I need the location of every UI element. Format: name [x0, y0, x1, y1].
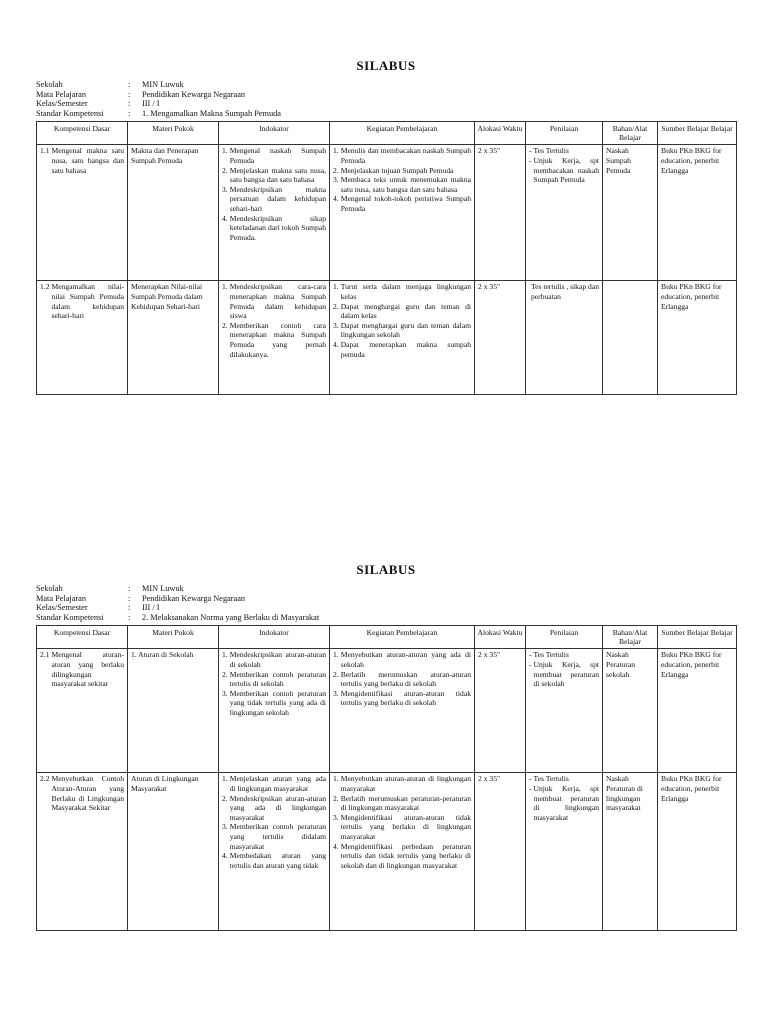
cell-alokasi: 2 x 35": [475, 281, 526, 395]
cell-kegiatan: [330, 649, 475, 773]
meta-value: 1. Mengamalkan Makna Sumpah Pemuda: [142, 108, 281, 118]
cell-alokasi: 2 x 35": [475, 773, 526, 931]
header-alokasi: Alokasi Waktu: [475, 626, 526, 649]
meta-colon: :: [128, 108, 131, 118]
meta-value: Pendidikan Kewarga Negaraan: [142, 593, 246, 603]
cell-alokasi: 2 x 35": [475, 145, 526, 281]
list-item: 1. Menjelaskan aturan yang ada di lingkungan masyarakat: [222, 774, 326, 793]
meta-colon: :: [128, 80, 131, 89]
list-item: 1. Menulis dan membacakan naskah Sumpah Pemuda: [333, 146, 471, 165]
cell-alokasi: 2 x 35": [475, 649, 526, 773]
header-penilaian: Penilaian: [526, 626, 603, 649]
meta-row-kelas: [36, 603, 736, 613]
table-header-row: [37, 626, 737, 649]
cell-penilaian: [526, 773, 603, 931]
kd-number: 2.2: [40, 774, 50, 784]
cell-sumber: Buku PKn BKG for education, penerbit Erlangga: [658, 281, 737, 395]
list-item: 1. Mendeskripsikan cara-cara menerapkan makna Sumpah Pemuda dalam kehidupan siswa: [222, 282, 326, 321]
list-item: - Unjuk Kerja, spt membacakan naskah Sumpah Pemuda: [529, 155, 599, 185]
header-materi: Materi Pokok: [128, 122, 219, 145]
materi-text: Menerapkan Nilai-nilai Sumpah Pemuda dalam Kehidupan Sehari-hari: [131, 282, 203, 311]
cell-kompetensi: [37, 649, 128, 773]
meta-key: Standar Kompetensi: [36, 612, 104, 622]
meta-row-mapel: [36, 90, 736, 100]
list-item: 2. Memberikan contoh peraturan tertulis di sekolah: [222, 669, 326, 689]
table-row: [37, 145, 737, 281]
meta-key: Mata Pelajaran: [36, 593, 86, 603]
header-kegiatan: Kegiatan Pembelajaran: [330, 122, 475, 145]
list-item: 3. Mendeskripsikan makna persatuan dalam kehidupan sehari-hari: [222, 184, 326, 213]
cell-indikator: [219, 649, 330, 773]
list-item: - Unjuk Kerja, spt membuat peraturan di sekolah: [529, 659, 599, 689]
header-indikator: Indokator: [219, 626, 330, 649]
cell-penilaian: [526, 649, 603, 773]
meta-key: Kelas/Semester: [36, 603, 88, 613]
list-item: 3. Mengidentifikasi aturan-aturan tidak tertulis yang berlaku di lingkungan masyarakat: [333, 812, 471, 841]
meta-key: Kelas/Semester: [36, 99, 88, 109]
silabus-table: [36, 625, 737, 931]
cell-kompetensi: [37, 281, 128, 395]
list-item: 4. Mendeskripsikan sikap keteladanan dari tokoh Sumpah Pemuda.: [222, 213, 326, 242]
meta-colon: :: [128, 612, 131, 622]
list-item: 4. Membedakan aturan yang tertulis dan aturan yang tidak: [222, 851, 326, 870]
cell-materi: [128, 281, 219, 395]
header-kompetensi: Kompetensi Dasar: [37, 122, 128, 145]
list-item: 3. Memberikan contoh peraturan yang tidak tertulis yang ada di lingkungan sekolah: [222, 688, 326, 717]
meta-value: III / I: [142, 603, 160, 613]
list-item: 1. Mengenal naskah Sumpah Pemuda: [222, 146, 326, 165]
list-item: 3. Memberikan contoh peraturan yang tertulis didalam masyarakat: [222, 822, 326, 851]
cell-materi: [128, 649, 219, 773]
header-kompetensi: Kompetensi Dasar: [37, 626, 128, 649]
header-bahan: Bahan/Alat Belajar: [603, 626, 658, 649]
list-item: 2. Berlatih merumuskan aturan-aturan tertulis yang berlaku di sekolah: [333, 669, 471, 689]
list-item: 3. Mengidentifikasi aturan-aturan tidak tertulis yang berlaku di sekolah: [333, 688, 471, 708]
meta-block: [36, 584, 736, 622]
list-item: - Tes Tertulis: [529, 146, 569, 156]
list-item: 2. Memberikan contoh cara menerapkan makna Sumpah Pemuda yang pernah dilakukanya.: [222, 320, 326, 359]
cell-sumber: Buku PKn BKG for education, penerbit Erlangga: [658, 145, 737, 281]
meta-colon: :: [128, 584, 131, 593]
meta-row-mapel: [36, 594, 736, 604]
meta-key: Mata Pelajaran: [36, 89, 86, 99]
meta-key: Sekolah: [36, 584, 63, 593]
meta-colon: :: [128, 99, 131, 109]
table-row: [37, 281, 737, 395]
meta-row-sekolah: [36, 584, 736, 594]
cell-kegiatan: [330, 773, 475, 931]
cell-sumber: Buku PKn BKG for education, penerbit Erlangga: [658, 773, 737, 931]
list-item: 2. Dapat menghargai guru dan teman di dalam kelas: [333, 301, 471, 321]
materi-text: Makna dan Penerapan Sumpah Pemuda: [131, 146, 199, 165]
cell-kegiatan: [330, 281, 475, 395]
kd-text: Mengenal aturan-aturan yang berlaku dilingkungan masyarakat sekitar: [51, 650, 124, 689]
table-header-row: [37, 122, 737, 145]
silabus-table: [36, 121, 737, 395]
table-row: [37, 649, 737, 773]
list-item: 2. Berlatih merumuskan peraturan-peraturan di lingkungan masyarakat: [333, 793, 471, 813]
header-sumber: Sumber Belajar Belajar: [658, 626, 737, 649]
cell-indikator: [219, 773, 330, 931]
silabus-page-2: [36, 562, 736, 931]
header-kegiatan: Kegiatan Pembelajaran: [330, 626, 475, 649]
meta-value: MIN Luwuk: [142, 584, 184, 593]
list-item: 1. Turut serta dalam menjaga lingkungan kelas: [333, 282, 471, 301]
meta-row-standar: [36, 613, 736, 623]
cell-bahan: Naskah Sumpah Pemuda: [603, 145, 658, 281]
header-bahan: Bahan/Alat Belajar: [603, 122, 658, 145]
meta-value: MIN Luwuk: [142, 80, 184, 89]
list-item: - Tes Tertulis: [529, 650, 569, 660]
header-penilaian: Penilaian: [526, 122, 603, 145]
kd-number: 1.2: [40, 282, 50, 292]
materi-text: Aturan di Lingkungan Masyarakat: [131, 774, 199, 793]
header-indikator: Indokator: [219, 122, 330, 145]
meta-colon: :: [128, 89, 131, 99]
meta-row-kelas: [36, 99, 736, 109]
header-sumber: Sumber Belajar Belajar: [658, 122, 737, 145]
header-materi: Materi Pokok: [128, 626, 219, 649]
kd-number: 2.1: [40, 650, 50, 660]
cell-indikator: [219, 281, 330, 395]
materi-text: 1. Aturan di Sekolah: [131, 650, 194, 660]
meta-row-sekolah: [36, 80, 736, 90]
meta-colon: :: [128, 593, 131, 603]
table-row: [37, 773, 737, 931]
cell-materi: [128, 145, 219, 281]
kd-number: 1.1: [40, 146, 50, 156]
meta-colon: :: [128, 603, 131, 613]
meta-key: Standar Kompetensi: [36, 108, 104, 118]
cell-bahan: Naskah Peraturan di lingkungan masyarakat: [603, 773, 658, 931]
cell-bahan: Naskah Peraturan sekolah: [603, 649, 658, 773]
list-item: - Tes Tertulis: [529, 774, 569, 784]
cell-penilaian: [526, 145, 603, 281]
cell-sumber: Buku PKn BKG for education, penerbit Erlangga: [658, 649, 737, 773]
meta-value: Pendidikan Kewarga Negaraan: [142, 89, 246, 99]
list-item: 1. Mendeskripsikan aturan-aturan di sekolah: [222, 650, 326, 669]
kd-text: Menyebutkan Contoh Aturan-Aturan yang Berlaku di Lingkungan Masyarakat Sekitar: [51, 774, 124, 813]
list-item: 3. Membaca teks untuk menemukan makna satu nusa, satu bangsa dan satu bahasa: [333, 175, 471, 194]
cell-penilaian: [526, 281, 603, 395]
list-item: - Unjuk Kerja, spt membuat peraturan di lingkungan masyarakat: [529, 783, 599, 822]
list-item: 4. Mengenal tokoh-tokoh peristiwa Sumpah Pemuda: [333, 194, 471, 213]
page-title: SILABUS: [356, 562, 416, 577]
cell-bahan: [603, 281, 658, 395]
cell-kompetensi: [37, 773, 128, 931]
cell-materi: [128, 773, 219, 931]
meta-value: III / I: [142, 99, 160, 109]
page-title: SILABUS: [356, 58, 416, 73]
list-item: 2. Menjelaskan makna satu nusa, satu bangsa dan satu bahasa: [222, 165, 326, 185]
list-item: 1. Menyebutkan aturan-aturan di lingkungan masyarakat: [333, 774, 471, 793]
cell-kompetensi: [37, 145, 128, 281]
meta-block: [36, 80, 736, 118]
meta-key: Sekolah: [36, 80, 63, 89]
header-alokasi: Alokasi Waktu: [475, 122, 526, 145]
silabus-page-1: [36, 58, 736, 395]
list-item: 3. Dapat menghargai guru dan teman dalam lingkungan sekolah: [333, 320, 471, 340]
meta-row-standar: [36, 109, 736, 119]
list-item: Tes tertulis , sikap dan perbuatan: [531, 282, 600, 301]
list-item: 4. Dapat menerapkan makna sumpah pemuda: [333, 339, 471, 359]
list-item: 2. Menjelaskan tujuan Sumpah Pemuda: [333, 165, 454, 175]
list-item: 1. Menyebutkan aturan-aturan yang ada di sekolah: [333, 650, 471, 669]
meta-value: 2. Melaksanakan Norma yang Berlaku di Masyarakat: [142, 612, 320, 622]
cell-kegiatan: [330, 145, 475, 281]
kd-text: Mengenal makna satu nusa, satu bangsa dan satu bahasa: [51, 146, 124, 175]
list-item: 4. Mengidentifikasi perbedaan peraturan tertulis dan tidak tertulis yang berlaku di sekolah dan di lingkungan masyarakat: [333, 841, 471, 870]
cell-indikator: [219, 145, 330, 281]
list-item: 2. Mendeskripsikan aturan-aturan yang ada di lingkungan masyarakat: [222, 793, 326, 822]
kd-text: Mengamalkan nilai-nilai Sumpah Pemuda dalam kehidupan sehari-hari: [51, 282, 124, 321]
